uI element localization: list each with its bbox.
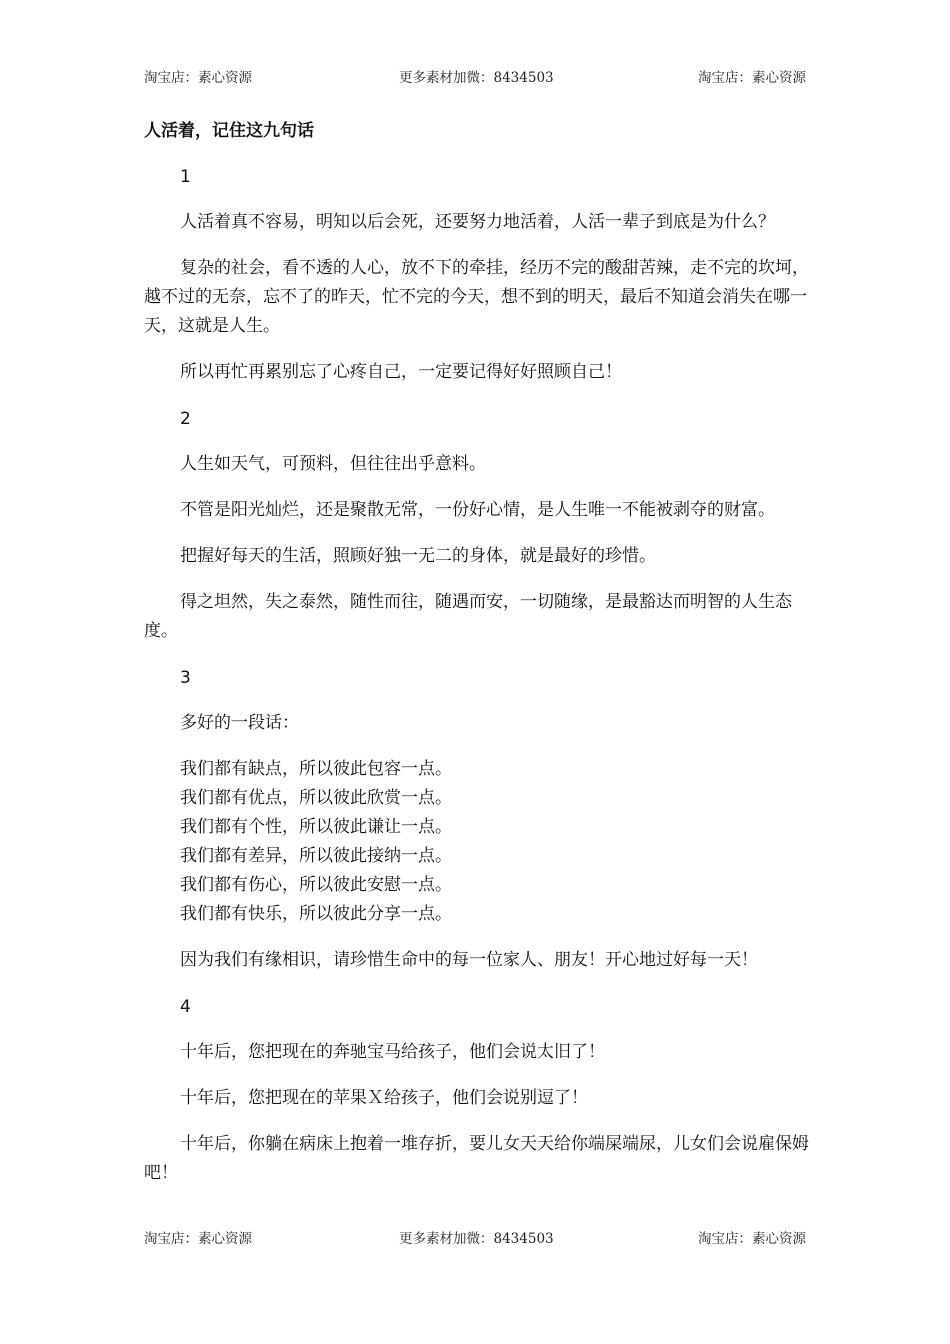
section-number: 2 [180,409,191,429]
page-footer [144,1227,806,1251]
document-title: 人活着，记住这九句话 [144,121,314,141]
quote-line: 我们都有差异，所以彼此接纳一点。 [180,846,452,866]
quote-line: 我们都有优点，所以彼此欣赏一点。 [180,788,452,808]
quote-line: 我们都有伤心，所以彼此安慰一点。 [180,875,452,895]
paragraph: 把握好每天的生活，照顾好独一无二的身体，就是最好的珍惜。 [180,546,656,566]
paragraph: 不管是阳光灿烂，还是聚散无常，一份好心情，是人生唯一不能被剥夺的财富。 [180,500,775,520]
paragraph: 十年后，你躺在病床上抱着一堆存折，要儿女天天给你端屎端尿，儿女们会说雇保姆吧！ [144,1134,809,1183]
quote-line: 我们都有缺点，所以彼此包容一点。 [180,759,452,779]
quote-line: 我们都有个性，所以彼此谦让一点。 [180,817,452,837]
paragraph: 人活着真不容易，明知以后会死，还要努力地活着，人活一辈子到底是为什么？ [180,212,775,232]
header-right-text: 淘宝店：素心资源 [698,70,806,86]
header-center-text: 更多素材加微：8434503 [399,70,554,86]
footer-left-text: 淘宝店：素心资源 [144,1231,252,1247]
document-body [144,116,814,1205]
paragraph: 十年后，您把现在的奔驰宝马给孩子，他们会说太旧了！ [180,1042,605,1062]
paragraph: 所以再忙再累别忘了心疼自己，一定要记得好好照顾自己！ [180,362,622,382]
footer-center-text: 更多素材加微：8434503 [399,1231,554,1247]
paragraph: 十年后，您把现在的苹果Ｘ给孩子，他们会说别逗了！ [180,1088,588,1108]
section-number: 4 [180,997,191,1017]
paragraph: 复杂的社会，看不透的人心，放不下的牵挂，经历不完的酸甜苦辣，走不完的坎坷，越不过的无奈，忘不了的昨天，忙不完的今天，想不到的明天，最后不知道会消失在哪一天，这就是人生。 [144,258,809,336]
paragraph-closing: 因为我们有缘相识，请珍惜生命中的每一位家人、朋友！开心地过好每一天！ [180,950,758,970]
page-header [144,66,806,90]
paragraph: 得之坦然，失之泰然，随性而往，随遇而安，一切随缘，是最豁达而明智的人生态度。 [144,592,792,641]
footer-right-text: 淘宝店：素心资源 [698,1231,806,1247]
paragraph: 人生如天气，可预料，但往往出乎意料。 [180,454,486,474]
section-number: 1 [180,167,191,187]
quote-lines [144,755,814,929]
section-number: 3 [180,668,191,688]
paragraph-intro: 多好的一段话： [180,713,299,733]
header-left-text: 淘宝店：素心资源 [144,70,252,86]
quote-line: 我们都有快乐，所以彼此分享一点。 [180,904,452,924]
